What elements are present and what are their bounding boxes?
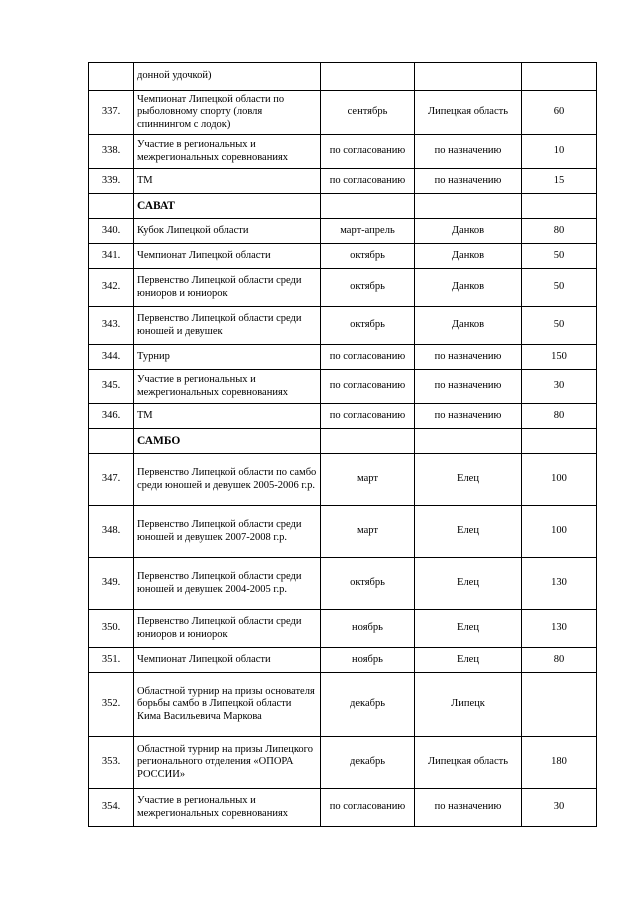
event-name-cell: Чемпионат Липецкой области bbox=[134, 648, 321, 673]
participants-count-cell: 130 bbox=[522, 558, 597, 610]
table-row bbox=[89, 63, 597, 91]
participants-count-cell bbox=[522, 673, 597, 737]
participants-count-cell: 60 bbox=[522, 91, 597, 135]
event-date-cell: по согласованию bbox=[321, 135, 415, 169]
event-name-cell: Первенство Липецкой области среди юниоров и юниорок bbox=[134, 610, 321, 648]
event-place-cell: Елец bbox=[415, 648, 522, 673]
event-date-cell: по согласованию bbox=[321, 404, 415, 429]
event-name-cell: САМБО bbox=[134, 429, 321, 454]
row-number-cell: 337. bbox=[89, 91, 134, 135]
event-name-cell: Участие в региональных и межрегиональных соревнованиях bbox=[134, 789, 321, 827]
event-date-cell bbox=[321, 429, 415, 454]
event-place-cell: по назначению bbox=[415, 135, 522, 169]
row-number-cell bbox=[89, 429, 134, 454]
participants-count-cell: 80 bbox=[522, 404, 597, 429]
row-number-cell: 351. bbox=[89, 648, 134, 673]
event-place-cell: по назначению bbox=[415, 169, 522, 194]
event-name-cell: Первенство Липецкой области среди юношей и девушек 2007-2008 г.р. bbox=[134, 506, 321, 558]
event-date-cell: октябрь bbox=[321, 307, 415, 345]
row-number-cell bbox=[89, 63, 134, 91]
document-page bbox=[88, 62, 596, 827]
event-place-cell: Данков bbox=[415, 269, 522, 307]
event-name-cell: ТМ bbox=[134, 169, 321, 194]
table-row bbox=[89, 269, 597, 307]
event-name-cell: Первенство Липецкой области среди юношей и девушек bbox=[134, 307, 321, 345]
event-place-cell: Липецк bbox=[415, 673, 522, 737]
event-place-cell: по назначению bbox=[415, 789, 522, 827]
participants-count-cell: 50 bbox=[522, 269, 597, 307]
participants-count-cell: 130 bbox=[522, 610, 597, 648]
participants-count-cell: 30 bbox=[522, 370, 597, 404]
event-place-cell: Липецкая область bbox=[415, 737, 522, 789]
event-date-cell: декабрь bbox=[321, 737, 415, 789]
event-date-cell: март bbox=[321, 506, 415, 558]
event-date-cell bbox=[321, 194, 415, 219]
participants-count-cell bbox=[522, 63, 597, 91]
event-place-cell bbox=[415, 194, 522, 219]
participants-count-cell: 10 bbox=[522, 135, 597, 169]
event-date-cell: март-апрель bbox=[321, 219, 415, 244]
row-number-cell: 347. bbox=[89, 454, 134, 506]
row-number-cell: 344. bbox=[89, 345, 134, 370]
event-place-cell: по назначению bbox=[415, 370, 522, 404]
event-date-cell bbox=[321, 63, 415, 91]
event-name-cell: Турнир bbox=[134, 345, 321, 370]
event-date-cell: по согласованию bbox=[321, 789, 415, 827]
event-date-cell: октябрь bbox=[321, 558, 415, 610]
table-row bbox=[89, 558, 597, 610]
row-number-cell: 338. bbox=[89, 135, 134, 169]
table-row bbox=[89, 404, 597, 429]
event-place-cell: Елец bbox=[415, 610, 522, 648]
participants-count-cell: 100 bbox=[522, 454, 597, 506]
event-place-cell: Данков bbox=[415, 307, 522, 345]
event-date-cell: по согласованию bbox=[321, 370, 415, 404]
table-row bbox=[89, 135, 597, 169]
section-header-row bbox=[89, 194, 597, 219]
event-date-cell: по согласованию bbox=[321, 169, 415, 194]
event-name-cell: донной удочкой) bbox=[134, 63, 321, 91]
row-number-cell: 342. bbox=[89, 269, 134, 307]
row-number-cell: 339. bbox=[89, 169, 134, 194]
event-place-cell: Елец bbox=[415, 454, 522, 506]
participants-count-cell: 50 bbox=[522, 307, 597, 345]
section-header-row bbox=[89, 429, 597, 454]
event-date-cell: октябрь bbox=[321, 244, 415, 269]
event-name-cell: Чемпионат Липецкой области по рыболовному спорту (ловля спиннингом с лодок) bbox=[134, 91, 321, 135]
table-row bbox=[89, 610, 597, 648]
table-row bbox=[89, 244, 597, 269]
event-name-cell: Первенство Липецкой области среди юношей и девушек 2004-2005 г.р. bbox=[134, 558, 321, 610]
table-row bbox=[89, 506, 597, 558]
table-row bbox=[89, 648, 597, 673]
table-row bbox=[89, 345, 597, 370]
table-row bbox=[89, 370, 597, 404]
row-number-cell: 352. bbox=[89, 673, 134, 737]
event-name-cell: Чемпионат Липецкой области bbox=[134, 244, 321, 269]
row-number-cell: 343. bbox=[89, 307, 134, 345]
row-number-cell: 350. bbox=[89, 610, 134, 648]
event-name-cell: Кубок Липецкой области bbox=[134, 219, 321, 244]
event-name-cell: Первенство Липецкой области среди юниоров и юниорок bbox=[134, 269, 321, 307]
event-place-cell: по назначению bbox=[415, 345, 522, 370]
table-row bbox=[89, 91, 597, 135]
table-row bbox=[89, 789, 597, 827]
event-date-cell: сентябрь bbox=[321, 91, 415, 135]
event-name-cell: САВАТ bbox=[134, 194, 321, 219]
participants-count-cell: 30 bbox=[522, 789, 597, 827]
event-place-cell: по назначению bbox=[415, 404, 522, 429]
event-place-cell: Данков bbox=[415, 244, 522, 269]
row-number-cell: 353. bbox=[89, 737, 134, 789]
row-number-cell bbox=[89, 194, 134, 219]
event-date-cell: ноябрь bbox=[321, 648, 415, 673]
event-name-cell: Областной турнир на призы Липецкого регионального отделения «ОПОРА РОССИИ» bbox=[134, 737, 321, 789]
event-place-cell bbox=[415, 63, 522, 91]
event-name-cell: Участие в региональных и межрегиональных соревнованиях bbox=[134, 135, 321, 169]
table-row bbox=[89, 219, 597, 244]
table-row bbox=[89, 673, 597, 737]
row-number-cell: 346. bbox=[89, 404, 134, 429]
event-place-cell: Елец bbox=[415, 506, 522, 558]
event-place-cell bbox=[415, 429, 522, 454]
event-place-cell: Елец bbox=[415, 558, 522, 610]
participants-count-cell: 150 bbox=[522, 345, 597, 370]
event-date-cell: ноябрь bbox=[321, 610, 415, 648]
events-table-body bbox=[89, 63, 597, 827]
participants-count-cell: 50 bbox=[522, 244, 597, 269]
row-number-cell: 354. bbox=[89, 789, 134, 827]
event-name-cell: Участие в региональных и межрегиональных соревнованиях bbox=[134, 370, 321, 404]
participants-count-cell: 80 bbox=[522, 648, 597, 673]
row-number-cell: 340. bbox=[89, 219, 134, 244]
event-place-cell: Липецкая область bbox=[415, 91, 522, 135]
event-name-cell: ТМ bbox=[134, 404, 321, 429]
event-date-cell: октябрь bbox=[321, 269, 415, 307]
participants-count-cell: 80 bbox=[522, 219, 597, 244]
row-number-cell: 341. bbox=[89, 244, 134, 269]
event-name-cell: Областной турнир на призы основателя борьбы самбо в Липецкой области Кима Васильевича Маркова bbox=[134, 673, 321, 737]
event-date-cell: март bbox=[321, 454, 415, 506]
participants-count-cell bbox=[522, 429, 597, 454]
row-number-cell: 349. bbox=[89, 558, 134, 610]
row-number-cell: 345. bbox=[89, 370, 134, 404]
event-place-cell: Данков bbox=[415, 219, 522, 244]
row-number-cell: 348. bbox=[89, 506, 134, 558]
participants-count-cell: 15 bbox=[522, 169, 597, 194]
event-name-cell: Первенство Липецкой области по самбо среди юношей и девушек 2005-2006 г.р. bbox=[134, 454, 321, 506]
events-table bbox=[88, 62, 597, 827]
table-row bbox=[89, 737, 597, 789]
participants-count-cell: 180 bbox=[522, 737, 597, 789]
participants-count-cell bbox=[522, 194, 597, 219]
table-row bbox=[89, 169, 597, 194]
participants-count-cell: 100 bbox=[522, 506, 597, 558]
event-date-cell: по согласованию bbox=[321, 345, 415, 370]
table-row bbox=[89, 307, 597, 345]
table-row bbox=[89, 454, 597, 506]
event-date-cell: декабрь bbox=[321, 673, 415, 737]
